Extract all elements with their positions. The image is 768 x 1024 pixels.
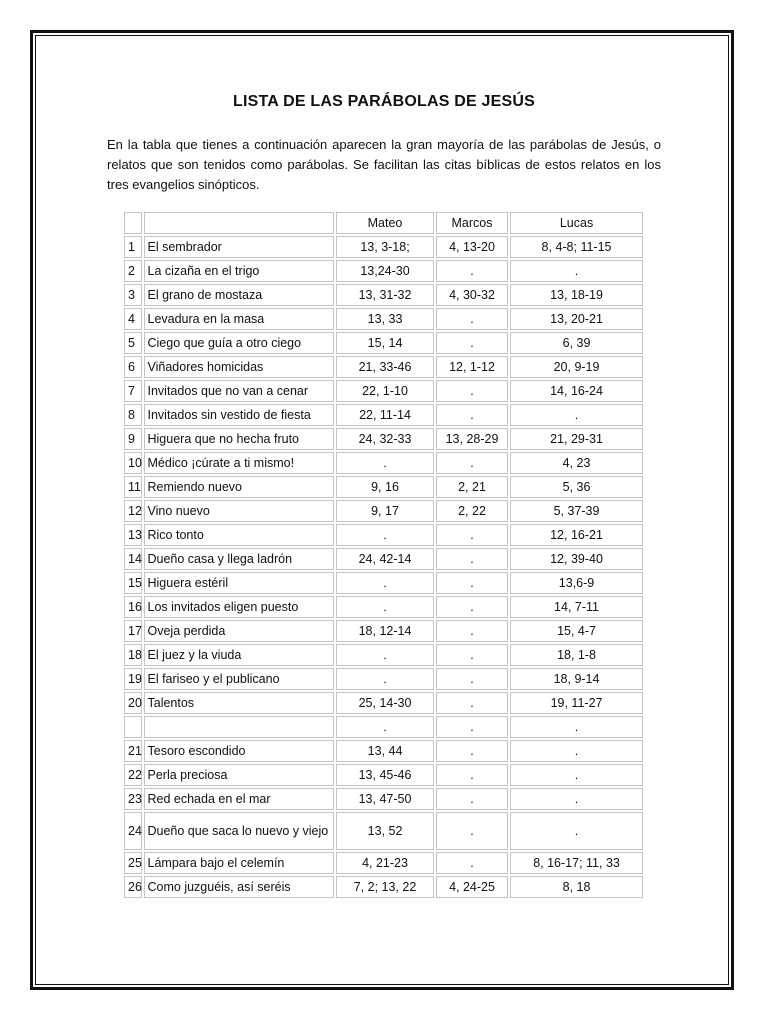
row-number: 3: [124, 284, 142, 306]
parable-name: Viñadores homicidas: [144, 356, 335, 378]
lucas-ref: 13,6-9: [510, 572, 643, 594]
marcos-ref: 12, 1-12: [436, 356, 508, 378]
lucas-ref: .: [510, 740, 643, 762]
mateo-ref: .: [336, 668, 434, 690]
parable-name: Oveja perdida: [144, 620, 335, 642]
row-number: 13: [124, 524, 142, 546]
table-row: [124, 788, 643, 810]
table-row: [124, 876, 643, 898]
row-number: 26: [124, 876, 142, 898]
mateo-ref: .: [336, 596, 434, 618]
row-number: 10: [124, 452, 142, 474]
marcos-ref: .: [436, 548, 508, 570]
lucas-ref: .: [510, 764, 643, 786]
row-number: 7: [124, 380, 142, 402]
table-row: [124, 572, 643, 594]
parable-name: Red echada en el mar: [144, 788, 335, 810]
row-number: 2: [124, 260, 142, 282]
parable-name: Dueño casa y llega ladrón: [144, 548, 335, 570]
table-row: [124, 500, 643, 522]
mateo-ref: 13, 3-18;: [336, 236, 434, 258]
row-number: 16: [124, 596, 142, 618]
mateo-ref: 21, 33-46: [336, 356, 434, 378]
parable-name: Rico tonto: [144, 524, 335, 546]
table-row: [124, 356, 643, 378]
row-number: 5: [124, 332, 142, 354]
parable-name: Levadura en la masa: [144, 308, 335, 330]
header-lucas: Lucas: [510, 212, 643, 234]
table-row: [124, 236, 643, 258]
table-row: [124, 404, 643, 426]
parable-name: Como juzguéis, así seréis: [144, 876, 335, 898]
table-body: [124, 236, 643, 898]
row-number: 14: [124, 548, 142, 570]
document-title: LISTA DE LAS PARÁBOLAS DE JESÚS: [233, 93, 535, 110]
marcos-ref: .: [436, 404, 508, 426]
marcos-ref: .: [436, 452, 508, 474]
lucas-ref: 12, 39-40: [510, 548, 643, 570]
mateo-ref: 18, 12-14: [336, 620, 434, 642]
row-number: 23: [124, 788, 142, 810]
row-number: 24: [124, 812, 142, 850]
table-row: [124, 476, 643, 498]
marcos-ref: 2, 22: [436, 500, 508, 522]
mateo-ref: .: [336, 572, 434, 594]
marcos-ref: .: [436, 812, 508, 850]
marcos-ref: .: [436, 332, 508, 354]
marcos-ref: .: [436, 668, 508, 690]
mateo-ref: 22, 11-14: [336, 404, 434, 426]
mateo-ref: 4, 21-23: [336, 852, 434, 874]
row-number: 22: [124, 764, 142, 786]
parable-name: El grano de mostaza: [144, 284, 335, 306]
row-number: 18: [124, 644, 142, 666]
lucas-ref: 21, 29-31: [510, 428, 643, 450]
parable-name: Invitados que no van a cenar: [144, 380, 335, 402]
mateo-ref: 13,24-30: [336, 260, 434, 282]
row-number: 21: [124, 740, 142, 762]
mateo-ref: .: [336, 644, 434, 666]
marcos-ref: .: [436, 380, 508, 402]
parable-name: Ciego que guía a otro ciego: [144, 332, 335, 354]
table-row: [124, 428, 643, 450]
table-row: [124, 332, 643, 354]
header-mateo: Mateo: [336, 212, 434, 234]
row-number: [124, 716, 142, 738]
lucas-ref: .: [510, 716, 643, 738]
row-number: 8: [124, 404, 142, 426]
marcos-ref: .: [436, 524, 508, 546]
mateo-ref: 13, 33: [336, 308, 434, 330]
row-number: 6: [124, 356, 142, 378]
row-number: 4: [124, 308, 142, 330]
row-number: 9: [124, 428, 142, 450]
mateo-ref: 9, 17: [336, 500, 434, 522]
lucas-ref: 4, 23: [510, 452, 643, 474]
parable-name: Dueño que saca lo nuevo y viejo: [144, 812, 335, 850]
row-number: 11: [124, 476, 142, 498]
lucas-ref: 20, 9-19: [510, 356, 643, 378]
lucas-ref: 18, 9-14: [510, 668, 643, 690]
mateo-ref: 24, 32-33: [336, 428, 434, 450]
mateo-ref: 22, 1-10: [336, 380, 434, 402]
intro-paragraph: En la tabla que tienes a continuación aparecen la gran mayoría de las parábolas de Jesús, o relatos que son tenidos como parábolas. Se facilitan las citas bíblicas de estos relatos en los tres evangelios sinópticos.: [107, 137, 661, 192]
mateo-ref: 24, 42-14: [336, 548, 434, 570]
mateo-ref: 9, 16: [336, 476, 434, 498]
parable-name: Invitados sin vestido de fiesta: [144, 404, 335, 426]
table-row: [124, 620, 643, 642]
mateo-ref: 13, 52: [336, 812, 434, 850]
table-row: [124, 852, 643, 874]
parable-name: Higuera que no hecha fruto: [144, 428, 335, 450]
marcos-ref: 4, 24-25: [436, 876, 508, 898]
marcos-ref: .: [436, 788, 508, 810]
marcos-ref: 4, 30-32: [436, 284, 508, 306]
lucas-ref: .: [510, 812, 643, 850]
table-row: [124, 452, 643, 474]
marcos-ref: .: [436, 572, 508, 594]
parable-name: El sembrador: [144, 236, 335, 258]
lucas-ref: 8, 16-17; 11, 33: [510, 852, 643, 874]
table-row: [124, 668, 643, 690]
mateo-ref: 13, 47-50: [336, 788, 434, 810]
parable-name: El juez y la viuda: [144, 644, 335, 666]
header-marcos: Marcos: [436, 212, 508, 234]
parable-name: [144, 716, 335, 738]
mateo-ref: .: [336, 524, 434, 546]
lucas-ref: 5, 37-39: [510, 500, 643, 522]
marcos-ref: .: [436, 308, 508, 330]
row-number: 12: [124, 500, 142, 522]
lucas-ref: 13, 20-21: [510, 308, 643, 330]
row-number: 19: [124, 668, 142, 690]
marcos-ref: .: [436, 852, 508, 874]
marcos-ref: .: [436, 260, 508, 282]
parable-name: Tesoro escondido: [144, 740, 335, 762]
marcos-ref: .: [436, 596, 508, 618]
lucas-ref: 14, 7-11: [510, 596, 643, 618]
table-row: [124, 548, 643, 570]
mateo-ref: .: [336, 452, 434, 474]
lucas-ref: 6, 39: [510, 332, 643, 354]
lucas-ref: 18, 1-8: [510, 644, 643, 666]
lucas-ref: 14, 16-24: [510, 380, 643, 402]
header-parable: [144, 212, 335, 234]
parable-name: Vino nuevo: [144, 500, 335, 522]
marcos-ref: 2, 21: [436, 476, 508, 498]
row-number: 1: [124, 236, 142, 258]
row-number: 15: [124, 572, 142, 594]
table-row: [124, 716, 643, 738]
lucas-ref: .: [510, 788, 643, 810]
mateo-ref: 7, 2; 13, 22: [336, 876, 434, 898]
mateo-ref: 25, 14-30: [336, 692, 434, 714]
table-row: [124, 740, 643, 762]
marcos-ref: .: [436, 692, 508, 714]
lucas-ref: 13, 18-19: [510, 284, 643, 306]
parable-name: La cizaña en el trigo: [144, 260, 335, 282]
lucas-ref: 5, 36: [510, 476, 643, 498]
table-row: [124, 764, 643, 786]
parable-name: Higuera estéril: [144, 572, 335, 594]
marcos-ref: .: [436, 620, 508, 642]
lucas-ref: 19, 11-27: [510, 692, 643, 714]
table-row: [124, 596, 643, 618]
mateo-ref: 13, 31-32: [336, 284, 434, 306]
parable-name: Lámpara bajo el celemín: [144, 852, 335, 874]
row-number: 25: [124, 852, 142, 874]
parable-name: Talentos: [144, 692, 335, 714]
mateo-ref: 13, 45-46: [336, 764, 434, 786]
lucas-ref: 8, 4-8; 11-15: [510, 236, 643, 258]
marcos-ref: .: [436, 644, 508, 666]
parable-name: Médico ¡cúrate a ti mismo!: [144, 452, 335, 474]
table-row: [124, 380, 643, 402]
row-number: 17: [124, 620, 142, 642]
table-row: [124, 524, 643, 546]
parable-name: El fariseo y el publicano: [144, 668, 335, 690]
parables-table: [122, 210, 645, 900]
marcos-ref: .: [436, 740, 508, 762]
table-row: [124, 284, 643, 306]
table-row: [124, 692, 643, 714]
mateo-ref: 15, 14: [336, 332, 434, 354]
table-row: [124, 644, 643, 666]
lucas-ref: .: [510, 260, 643, 282]
table-row: [124, 260, 643, 282]
row-number: 20: [124, 692, 142, 714]
marcos-ref: .: [436, 764, 508, 786]
marcos-ref: 13, 28-29: [436, 428, 508, 450]
mateo-ref: 13, 44: [336, 740, 434, 762]
mateo-ref: .: [336, 716, 434, 738]
lucas-ref: 15, 4-7: [510, 620, 643, 642]
parable-name: Los invitados eligen puesto: [144, 596, 335, 618]
table-row: [124, 308, 643, 330]
marcos-ref: 4, 13-20: [436, 236, 508, 258]
table-row: [124, 812, 643, 850]
lucas-ref: 8, 18: [510, 876, 643, 898]
table-header-row: [124, 212, 643, 234]
parable-name: Perla preciosa: [144, 764, 335, 786]
marcos-ref: .: [436, 716, 508, 738]
lucas-ref: .: [510, 404, 643, 426]
lucas-ref: 12, 16-21: [510, 524, 643, 546]
header-number: [124, 212, 142, 234]
parable-name: Remiendo nuevo: [144, 476, 335, 498]
